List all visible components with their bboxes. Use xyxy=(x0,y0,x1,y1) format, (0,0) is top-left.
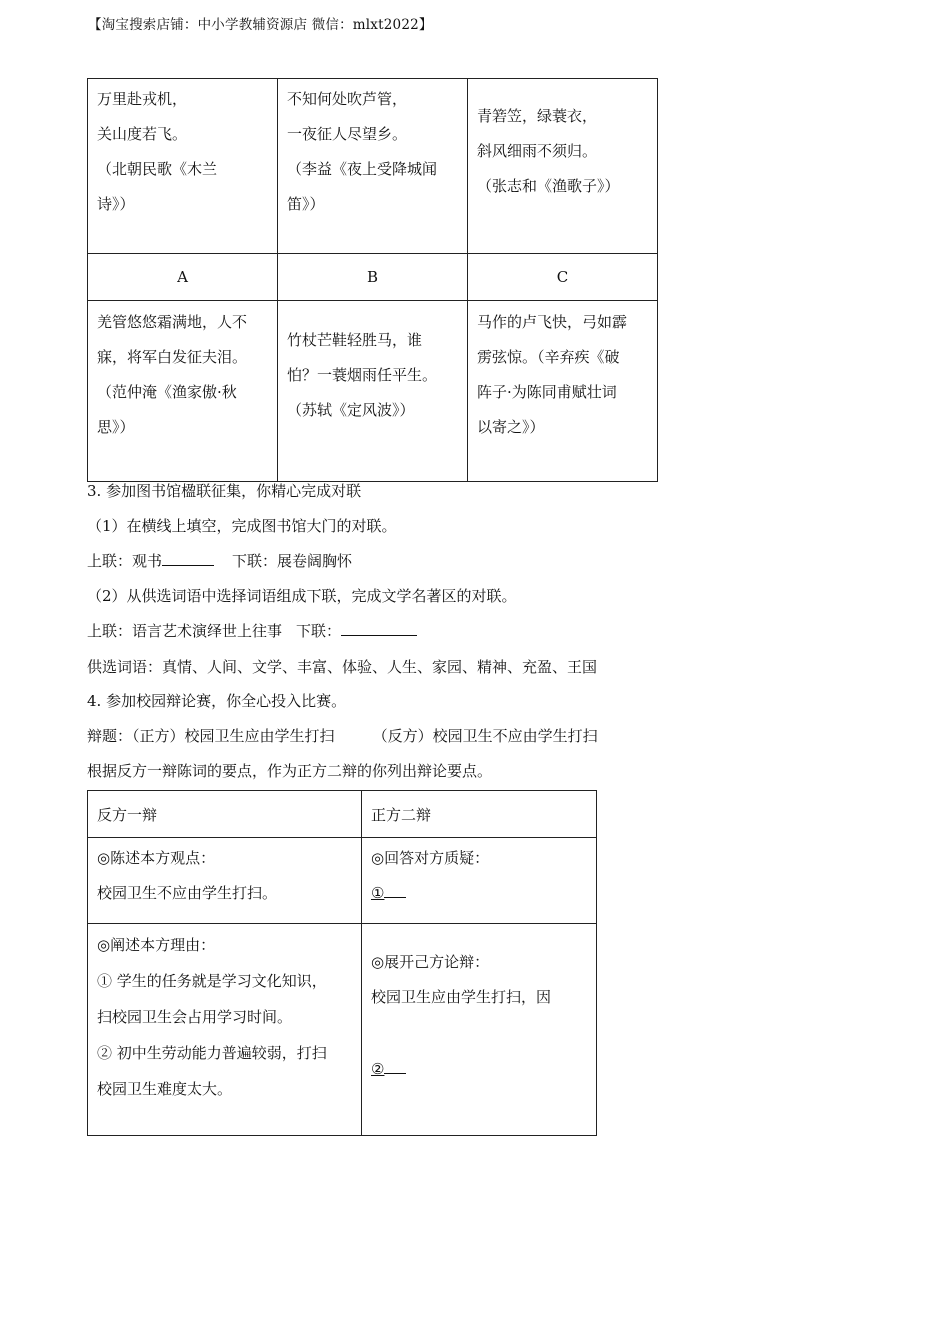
poem-line: 关山度若飞。 xyxy=(97,125,188,143)
poem-line: 雳弦惊。（辛弃疾《破 xyxy=(477,348,620,366)
debate-line: 校园卫生难度太大。 xyxy=(97,1080,233,1098)
couplet-lower-2: 下联： xyxy=(296,622,342,640)
poem-cell-b xyxy=(278,79,468,254)
poem-line: （张志和《渔歌子》） xyxy=(477,177,620,195)
debate-cell-answer xyxy=(362,838,597,924)
debate-head-left: 反方一辩 xyxy=(88,791,362,838)
answer-blank-1[interactable] xyxy=(384,884,406,898)
q3-part1: （1）在横线上填空，完成图书馆大门的对联。 xyxy=(87,517,397,535)
debate-line: ◎展开己方论辩： xyxy=(371,953,490,971)
debate-table xyxy=(87,790,597,1136)
fill-blank-1[interactable] xyxy=(162,551,214,566)
poem-line: （李益《夜上受降城闻 xyxy=(287,160,438,178)
q3-part2: （2）从供选词语中选择词语组成下联，完成文学名著区的对联。 xyxy=(87,587,517,605)
poem-line: 笛》） xyxy=(287,195,325,213)
debate-line: ◎阐述本方理由： xyxy=(97,936,216,954)
debate-line: 扫校园卫生会占用学习时间。 xyxy=(97,1008,293,1026)
q3-line1 xyxy=(87,550,352,571)
poem-cell-d xyxy=(88,301,278,482)
q3-title: 3. 参加图书馆楹联征集，你精心完成对联 xyxy=(87,482,362,500)
poem-line: 羌管悠悠霜满地，人不 xyxy=(97,313,248,331)
poem-line: 一夜征人尽望乡。 xyxy=(287,125,408,143)
fill-blank-2[interactable] xyxy=(341,621,417,636)
poem-line: （北朝民歌《木兰 xyxy=(97,160,218,178)
debate-line: ◎陈述本方观点： xyxy=(97,849,216,867)
poem-line: 寐，将军白发征夫泪。 xyxy=(97,348,248,366)
debate-answer-line xyxy=(371,1052,587,1087)
label-c: C xyxy=(468,254,658,301)
q4-title: 4. 参加校园辩论赛，你全心投入比赛。 xyxy=(87,692,347,710)
poem-line: 思》） xyxy=(97,418,135,436)
poems-table xyxy=(87,78,658,482)
debate-cell-argue xyxy=(362,924,597,1136)
poem-line: 怕？一蓑烟雨任平生。 xyxy=(287,366,438,384)
poem-cell-e xyxy=(278,301,468,482)
debate-line: ① 学生的任务就是学习文化知识， xyxy=(97,972,327,990)
poem-cell-c xyxy=(468,79,658,254)
q4-topic: 辩题：（正方）校园卫生应由学生打扫 （反方）校园卫生不应由学生打扫 xyxy=(87,727,598,745)
poem-line: 青箬笠，绿蓑衣， xyxy=(477,107,598,125)
debate-cell-view xyxy=(88,838,362,924)
label-b: B xyxy=(278,254,468,301)
couplet-upper-2: 上联：语言艺术演绎世上往事 xyxy=(87,622,283,640)
poem-line: 竹杖芒鞋轻胜马，谁 xyxy=(287,331,423,349)
couplet-upper-1: 上联：观书 xyxy=(87,552,163,570)
page-header: 【淘宝搜索店铺：中小学教辅资源店 微信：mlxt2022】 xyxy=(88,17,433,33)
circled-number: ② xyxy=(371,1060,385,1078)
poem-line: 不知何处吹芦管， xyxy=(287,90,408,108)
poem-line: （范仲淹《渔家傲·秋 xyxy=(97,383,237,401)
q3-line2 xyxy=(87,620,417,641)
poem-line: 阵子·为陈同甫赋壮词 xyxy=(477,383,617,401)
debate-answer-line xyxy=(371,876,587,911)
circled-number: ① xyxy=(371,884,385,902)
debate-line: ② 初中生劳动能力普遍较弱，打扫 xyxy=(97,1044,327,1062)
debate-cell-reasons xyxy=(88,924,362,1136)
poem-cell-a xyxy=(88,79,278,254)
couplet-lower-1: 下联：展卷阔胸怀 xyxy=(232,552,353,570)
label-a: A xyxy=(88,254,278,301)
poem-line: 马作的卢飞快，弓如霹 xyxy=(477,313,628,331)
q4-instruction: 根据反方一辩陈词的要点，作为正方二辩的你列出辩论要点。 xyxy=(87,762,493,780)
debate-head-right: 正方二辩 xyxy=(362,791,597,838)
poem-line: 万里赴戎机， xyxy=(97,90,188,108)
debate-line: 校园卫生应由学生打扫，因 xyxy=(371,988,552,1006)
poem-line: 以寄之》） xyxy=(477,418,545,436)
debate-line: ◎回答对方质疑： xyxy=(371,849,490,867)
poem-line: 斜风细雨不须归。 xyxy=(477,142,598,160)
q3-options: 供选词语：真情、人间、文学、丰富、体验、人生、家园、精神、充盈、王国 xyxy=(87,658,598,676)
poem-line: （苏轼《定风波》） xyxy=(287,401,415,419)
debate-line: 校园卫生不应由学生打扫。 xyxy=(97,884,278,902)
answer-blank-2[interactable] xyxy=(384,1060,406,1074)
poem-line: 诗》） xyxy=(97,195,135,213)
poem-cell-f xyxy=(468,301,658,482)
